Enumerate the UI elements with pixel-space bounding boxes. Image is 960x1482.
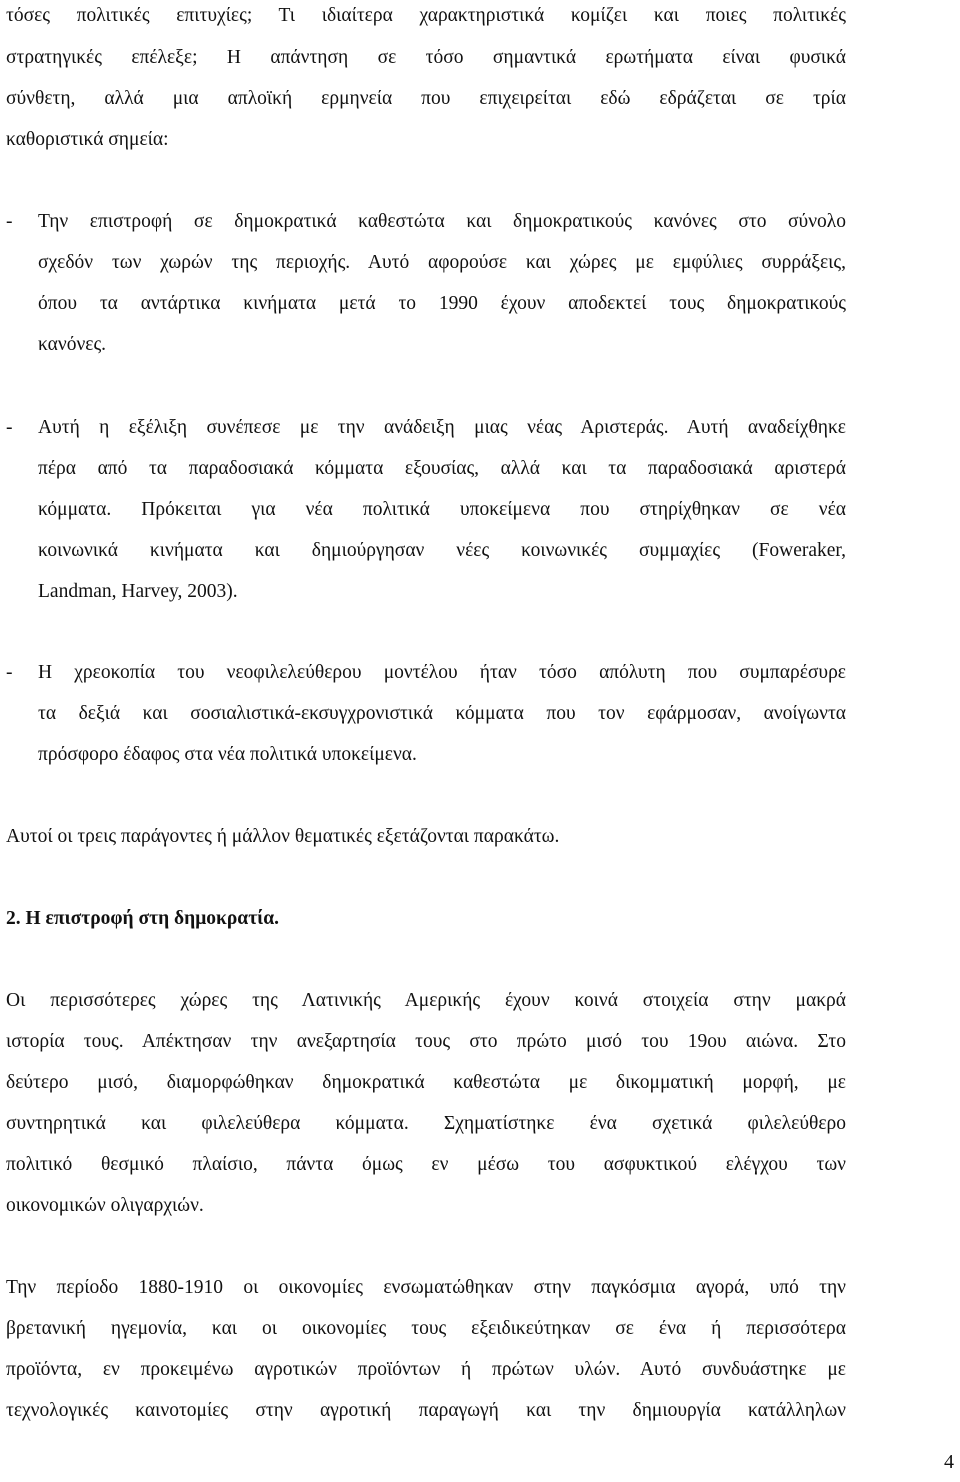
- bullet-2-line-2: πέρα από τα παραδοσιακά κόμματα εξουσίας, αλλά και τα παραδοσιακά αριστερά: [38, 458, 846, 479]
- bullet-3-line-3: πρόσφορο έδαφος στα νέα πολιτικά υποκείμενα.: [38, 744, 417, 765]
- section-p1-line-2: ιστορία τους. Απέκτησαν την ανεξαρτησία τους στο πρώτο μισό του 19ου αιώνα. Στο: [6, 1031, 846, 1052]
- intro-line-4: καθοριστικά σημεία:: [6, 129, 169, 150]
- section-p2-line-1: Την περίοδο 1880-1910 οι οικονομίες ενσωματώθηκαν στην παγκόσμια αγορά, υπό την: [6, 1277, 846, 1298]
- section-p1-line-5: πολιτικό θεσμικό πλαίσιο, πάντα όμως εν μέσω του ασφυκτικού ελέγχου των: [6, 1154, 846, 1175]
- section-p1-line-3: δεύτερο μισό, διαμορφώθηκαν δημοκρατικά καθεστώτα με δικομματική μορφή, με: [6, 1072, 846, 1093]
- section-heading: 2. Η επιστροφή στη δημοκρατία.: [6, 908, 279, 929]
- section-p2-line-4: τεχνολογικές καινοτομίες στην αγροτική παραγωγή και την δημιουργία κατάλληλων: [6, 1400, 846, 1421]
- bullet-3-marker: -: [6, 662, 13, 683]
- bullet-3-line-1: Η χρεοκοπία του νεοφιλελεύθερου μοντέλου ήταν τόσο απόλυτη που συμπαρέσυρε: [38, 662, 846, 683]
- bullet-3-line-2: τα δεξιά και σοσιαλιστικά-εκσυγχρονιστικά κόμματα που τον εφάρμοσαν, ανοίγωντα: [38, 703, 846, 724]
- intro-line-3: σύνθετη, αλλά μια απλοϊκή ερμηνεία που επιχειρείται εδώ εδράζεται σε τρία: [6, 88, 846, 109]
- summary-line: Αυτοί οι τρεις παράγοντες ή μάλλον θεματικές εξετάζονται παρακάτω.: [6, 826, 560, 847]
- section-p1-line-4: συντηρητικά και φιλελεύθερα κόμματα. Σχηματίστηκε ένα σχετικά φιλελεύθερο: [6, 1113, 846, 1134]
- section-p2-line-2: βρετανική ηγεμονία, και οι οικονομίες τους εξειδικεύτηκαν σε ένα ή περισσότερα: [6, 1318, 846, 1339]
- bullet-2-line-4: κοινωνικά κινήματα και δημιούργησαν νέες κοινωνικές συμμαχίες (Foweraker,: [38, 540, 846, 561]
- page-number: 4: [944, 1451, 954, 1473]
- bullet-2-line-1: Αυτή η εξέλιξη συνέπεσε με την ανάδειξη μιας νέας Αριστεράς. Αυτή αναδείχθηκε: [38, 417, 846, 438]
- bullet-2-line-5: Landman, Harvey, 2003).: [38, 581, 238, 602]
- bullet-1-line-2: σχεδόν των χωρών της περιοχής. Αυτό αφορούσε και χώρες με εμφύλιες συρράξεις,: [38, 252, 846, 273]
- intro-line-2: στρατηγικές επέλεξε; Η απάντηση σε τόσο σημαντικά ερωτήματα είναι φυσικά: [6, 47, 846, 68]
- bullet-2-marker: -: [6, 417, 13, 438]
- bullet-1-line-1: Την επιστροφή σε δημοκρατικά καθεστώτα και δημοκρατικούς κανόνες στο σύνολο: [38, 211, 846, 232]
- bullet-1-marker: -: [6, 211, 13, 232]
- section-p1-line-6: οικονομικών ολιγαρχιών.: [6, 1195, 204, 1216]
- bullet-1-line-4: κανόνες.: [38, 334, 107, 355]
- bullet-2-line-3: κόμματα. Πρόκειται για νέα πολιτικά υποκείμενα που στηρίχθηκαν σε νέα: [38, 499, 846, 520]
- section-p1-line-1: Οι περισσότερες χώρες της Λατινικής Αμερικής έχουν κοινά στοιχεία στην μακρά: [6, 990, 846, 1011]
- bullet-1-line-3: όπου τα αντάρτικα κινήματα μετά το 1990 έχουν αποδεκτεί τους δημοκρατικούς: [38, 293, 846, 314]
- intro-line-1: τόσες πολιτικές επιτυχίες; Τι ιδιαίτερα χαρακτηριστικά κομίζει και ποιες πολιτικές: [6, 5, 846, 26]
- section-p2-line-3: προϊόντα, εν προκειμένω αγροτικών προϊόντων ή πρώτων υλών. Αυτό συνδυάστηκε με: [6, 1359, 846, 1380]
